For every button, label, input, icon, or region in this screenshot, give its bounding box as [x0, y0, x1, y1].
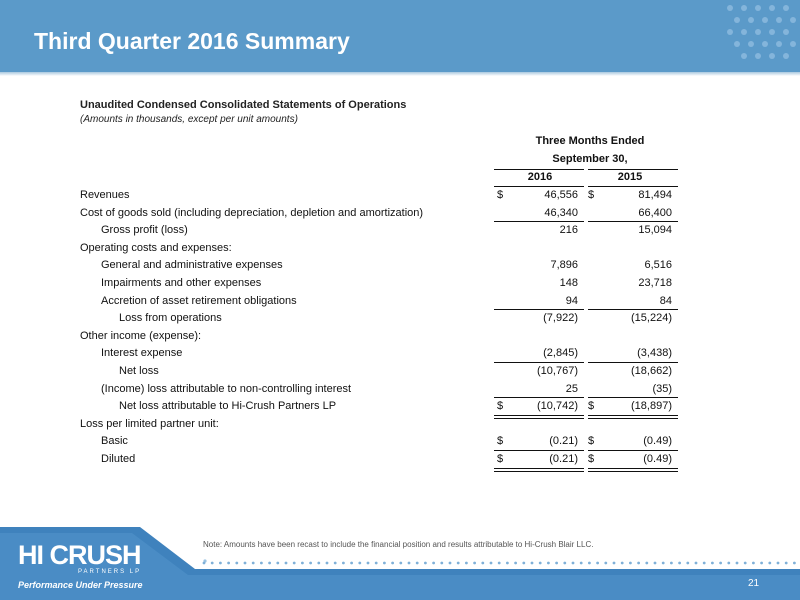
tagline: Performance Under Pressure	[18, 580, 143, 590]
footer-dot	[645, 562, 648, 565]
year-top-rule	[588, 169, 678, 170]
footer-dot	[350, 562, 353, 565]
currency-symbol: $	[588, 189, 595, 201]
footer-dot	[309, 562, 312, 565]
value-2015: (15,224)	[631, 312, 672, 325]
underline-rule	[588, 221, 678, 222]
footer-dot	[760, 562, 763, 565]
footer-dot	[703, 562, 706, 565]
statement-subtitle: (Amounts in thousands, except per unit amounts)	[80, 114, 298, 125]
value-2016: (10,742)	[537, 400, 578, 413]
footer-dot	[358, 562, 361, 565]
value-2015: (3,438)	[637, 347, 672, 360]
table-row	[0, 275, 800, 293]
footer-dot	[695, 562, 698, 565]
row-label: General and administrative expenses	[101, 259, 283, 272]
footer-dot	[367, 562, 370, 565]
currency-symbol: $	[497, 400, 504, 413]
value-2015: 15,094	[638, 224, 672, 237]
footer-dot	[719, 562, 722, 565]
table-row	[0, 451, 800, 469]
logo-subtext: PARTNERS LP	[78, 569, 142, 575]
footer-dot	[293, 562, 296, 565]
underline-rule	[588, 309, 678, 310]
footer-dot	[621, 562, 624, 565]
row-label: Loss per limited partner unit:	[80, 417, 219, 430]
double-underline-rule	[494, 468, 584, 472]
currency-symbol: $	[588, 435, 595, 448]
currency-symbol: $	[588, 453, 595, 465]
value-2016: 46,556	[544, 189, 578, 201]
table-row	[0, 205, 800, 223]
footer-dot	[473, 562, 476, 565]
footer-dot	[514, 562, 517, 565]
row-label: Other income (expense):	[80, 329, 202, 342]
value-2016: (10,767)	[537, 365, 578, 377]
value-2016: 7,896	[550, 259, 578, 272]
footer-dot	[555, 562, 558, 565]
footer-dot	[777, 562, 780, 565]
row-label: Diluted	[101, 453, 136, 465]
underline-rule	[494, 221, 584, 222]
row-label: Cost of goods sold (including depreciation, depletion and amortization)	[80, 206, 424, 219]
footer-dot	[490, 562, 493, 565]
year-header: 2016	[527, 171, 553, 183]
double-underline-rule	[494, 415, 584, 419]
footer-dot	[375, 562, 378, 565]
column-header-date: September 30,	[552, 153, 628, 165]
footer-dot	[440, 562, 443, 565]
value-2016: 216	[559, 224, 578, 237]
table-row	[0, 240, 800, 258]
header-shadow	[0, 72, 800, 76]
footer-dot	[424, 562, 427, 565]
table-row	[0, 328, 800, 346]
table-row	[0, 293, 800, 311]
footer-dot	[408, 562, 411, 565]
footer-dot	[793, 562, 796, 565]
footer-dot	[522, 562, 525, 565]
column-header-period: Three Months Ended	[535, 135, 645, 147]
footer-dot	[317, 562, 320, 565]
footer-dot	[244, 562, 247, 565]
footer-dot	[219, 562, 222, 565]
table-row	[0, 363, 800, 381]
footer-dot	[744, 562, 747, 565]
row-label: (Income) loss attributable to non-controlling interest	[101, 382, 352, 395]
footer-dot	[572, 562, 575, 565]
footer-dot	[326, 562, 329, 565]
footer-dot	[276, 562, 279, 565]
underline-rule	[588, 397, 678, 398]
footer-dot	[563, 562, 566, 565]
footer-dot	[637, 562, 640, 565]
footer-dot	[596, 562, 599, 565]
table-row	[0, 416, 800, 434]
year-header: 2015	[617, 171, 643, 183]
row-label: Gross profit (loss)	[101, 224, 188, 237]
value-2015: 81,494	[638, 189, 672, 201]
value-2016: 25	[565, 382, 578, 395]
value-2015: (0.49)	[643, 453, 672, 465]
footer-dot	[613, 562, 616, 565]
double-underline-rule	[588, 468, 678, 472]
footer-dot	[506, 562, 509, 565]
footer-dot	[457, 562, 460, 565]
year-top-rule	[494, 169, 584, 170]
footer-dot	[531, 562, 534, 565]
value-2016: 94	[565, 294, 578, 307]
footer-dot	[785, 562, 788, 565]
value-2015: 23,718	[638, 277, 672, 289]
underline-rule	[494, 450, 584, 451]
row-label: Net loss	[119, 365, 159, 377]
underline-rule	[588, 362, 678, 363]
value-2016: (7,922)	[543, 312, 578, 325]
value-2015: (35)	[652, 382, 672, 395]
footer-dot	[547, 562, 550, 565]
footer-dot	[727, 562, 730, 565]
footer-dot	[768, 562, 771, 565]
value-2016: 148	[559, 277, 578, 289]
footer-dot	[260, 562, 263, 565]
value-2015: (0.49)	[643, 435, 672, 448]
footer-dot	[465, 562, 468, 565]
row-label: Accretion of asset retirement obligations	[101, 294, 297, 307]
table-row	[0, 187, 800, 205]
footer-dot	[391, 562, 394, 565]
value-2016: (0.21)	[549, 453, 578, 465]
underline-rule	[494, 362, 584, 363]
currency-symbol: $	[497, 189, 504, 201]
footer-dot	[670, 562, 673, 565]
underline-rule	[588, 450, 678, 451]
currency-symbol: $	[497, 453, 504, 465]
row-label: Impairments and other expenses	[101, 277, 262, 289]
row-label: Loss from operations	[119, 312, 222, 325]
footnote: Note: Amounts have been recast to include the financial position and results attributable to Hi-Crush Blair LLC.	[203, 540, 594, 549]
decorative-dots	[710, 0, 800, 72]
footer-dot	[383, 562, 386, 565]
footer-dot	[416, 562, 419, 565]
currency-symbol: $	[588, 400, 595, 413]
footer-dot	[227, 562, 230, 565]
value-2015: (18,662)	[631, 365, 672, 377]
footer-dot	[736, 562, 739, 565]
footer-dot	[481, 562, 484, 565]
company-logo	[18, 540, 142, 575]
value-2015: (18,897)	[631, 400, 672, 413]
underline-rule	[494, 309, 584, 310]
footer-dot	[580, 562, 583, 565]
value-2015: 66,400	[638, 206, 672, 219]
footer-dot	[211, 562, 214, 565]
footer-dot	[629, 562, 632, 565]
footer-dot	[432, 562, 435, 565]
underline-rule	[494, 397, 584, 398]
row-label: Revenues	[80, 189, 130, 201]
value-2015: 84	[659, 294, 672, 307]
footer-dot	[301, 562, 304, 565]
footer-dot	[604, 562, 607, 565]
footer-dot-line	[200, 559, 800, 567]
table-row	[0, 433, 800, 451]
footer-dot	[654, 562, 657, 565]
footer-dot	[588, 562, 591, 565]
footer-dot	[678, 562, 681, 565]
footer-dot	[539, 562, 542, 565]
value-2016: (0.21)	[549, 435, 578, 448]
footer-dot	[203, 562, 206, 565]
footer-dot	[752, 562, 755, 565]
row-label: Operating costs and expenses:	[80, 241, 232, 254]
footer-dot	[686, 562, 689, 565]
currency-symbol: $	[497, 435, 504, 448]
footer-dot	[268, 562, 271, 565]
row-label: Basic	[101, 435, 128, 448]
footer-dot	[235, 562, 238, 565]
row-label: Net loss attributable to Hi-Crush Partners LP	[119, 400, 337, 413]
row-label: Interest expense	[101, 347, 183, 360]
value-2015: 6,516	[644, 259, 672, 272]
page-number: 21	[748, 578, 760, 589]
double-underline-rule	[588, 415, 678, 419]
footer-dot	[399, 562, 402, 565]
value-2016: (2,845)	[543, 347, 578, 360]
footer-dot	[252, 562, 255, 565]
table-row	[0, 310, 800, 328]
table-row	[0, 398, 800, 416]
footer-dot	[498, 562, 501, 565]
footer-dot	[285, 562, 288, 565]
table-row	[0, 381, 800, 399]
statement-title: Unaudited Condensed Consolidated Statements of Operations	[80, 99, 407, 111]
footer-dot	[662, 562, 665, 565]
value-2016: 46,340	[544, 206, 578, 219]
footer-dot	[334, 562, 337, 565]
logo-wordmark: HI CRUSH	[18, 540, 141, 570]
table-row	[0, 345, 800, 363]
footer-dot	[342, 562, 345, 565]
table-row	[0, 257, 800, 275]
footer-dot	[711, 562, 714, 565]
table-row	[0, 222, 800, 240]
footer-dot	[449, 562, 452, 565]
page-title: Third Quarter 2016 Summary	[34, 28, 350, 54]
